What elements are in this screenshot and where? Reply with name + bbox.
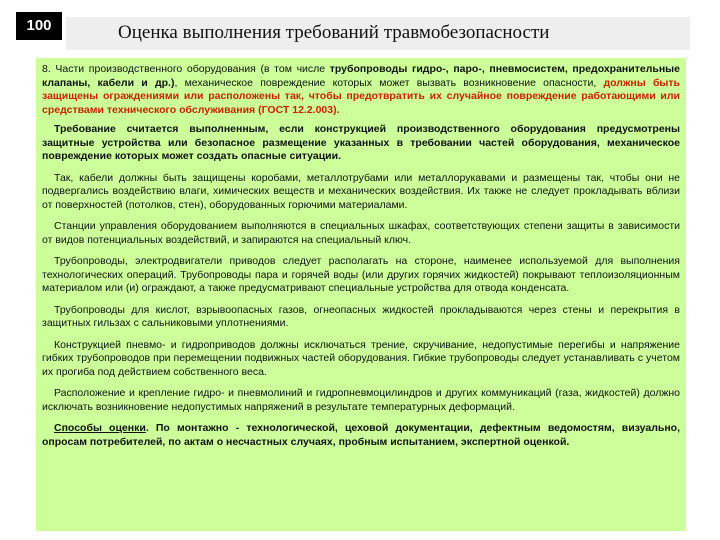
- paragraph-fulfilled: Требование считается выполненным, если конструкцией производственного оборудования предусмотрены защитные устройства или безопасное размещение указанных в требовании частей оборудования, механическое повреждение которых может создать опасные ситуации.: [42, 123, 680, 162]
- page-title: Оценка выполнения требований травмобезопасности: [118, 22, 550, 43]
- content-panel: [36, 58, 686, 531]
- paragraph-mounting: Расположение и крепление гидро- и пневмолиний и гидропневмоцилиндров и других коммуникаций (газа, жидкостей) должно исключать возникновение недопустимых напряжений в результате температурных деформаций.: [42, 387, 680, 413]
- assessment-text: . По монтажно - технологической, цеховой документации, дефектным ведомостям, визуально, опросам потребителей, по актам о несчастных случаях, пробным испытанием, экспертной оценкой.: [42, 422, 680, 448]
- requirement-parts: трубопроводы гидро-, паро-, пневмосистем, предохранительные клапаны, кабели и др.): [42, 63, 680, 89]
- paragraph-cables: Так, кабели должны быть защищены коробами, металлотрубами или металлорукавами и размещены так, чтобы они не подвергались воздействию влаги, химических веществ и механических воздействия. Их также не следует прокладывать вблизи от поверхностей (потолков, стен), оборудованных горючими материалами.: [42, 171, 680, 211]
- paragraph-drives: Конструкцией пневмо- и гидроприводов должны исключаться трение, скручивание, недопустимые перегибы и напряжение гибких трубопроводов при перемещении подвижных частей оборудования. Гибкие трубопроводы следует устанавливать с учетом их прогиба под действием собственного веса.: [42, 338, 680, 378]
- paragraph-assessment: [42, 422, 680, 449]
- requirement-middle: , механическое повреждение которых может вызвать возникновение опасности,: [174, 76, 604, 89]
- requirement-highlight: должны быть защищены ограждениями или расположены так, чтобы предотвратить их случайное повреждение работающими или средствами технического обслуживания (ГОСТ 12.2.003).: [42, 76, 680, 116]
- page-number: 100: [16, 12, 62, 40]
- requirement-intro: 8. Части производственного оборудования (в том числе: [42, 63, 330, 75]
- paragraph-acid-pipelines: Трубопроводы для кислот, взрывоопасных газов, огнеопасных жидкостей прокладываются через стены и перекрытия в защитных гильзах с сальниковыми уплотнениями.: [42, 303, 680, 329]
- assessment-label: Способы оценки: [54, 422, 146, 434]
- paragraph-requirement: [42, 63, 680, 117]
- paragraph-pipelines: Трубопроводы, электродвигатели приводов следует располагать на стороне, наименее используемой для выполнения технологических операций. Трубопроводы пара и горячей воды (или других горячих жидкостей) покрывают теплоизоляционным материалом или (и) ограждают, а также предусматривают специальные устройства для отвода конденсата.: [42, 255, 680, 294]
- paragraph-control-stations: Станции управления оборудованием выполняются в специальных шкафах, соответствующих степени защиты в зависимости от видов потенциальных воздействий, и запираются на специальный ключ.: [42, 220, 680, 246]
